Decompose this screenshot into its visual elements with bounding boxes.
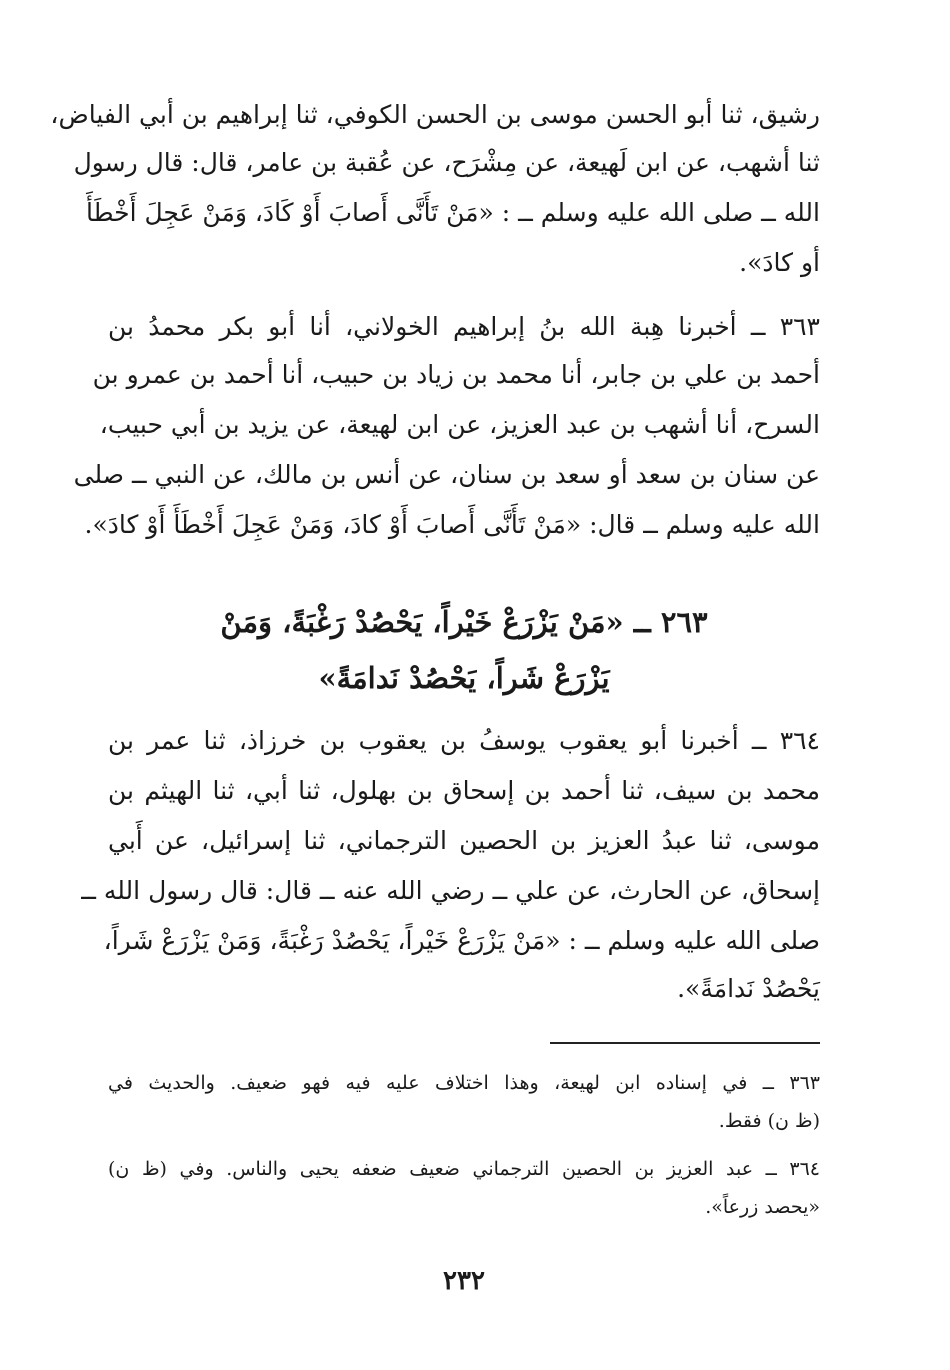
text-line: أحمد بن علي بن جابر، أنا محمد بن زياد بن حبيب، أنا أحمد بن عمرو بن [92,360,820,389]
text-line: رشيق، ثنا أبو الحسن موسى بن الحسن الكوفي، ثنا إبراهيم بن أبي الفياض، [50,100,820,129]
text-line: ٣٦٤ ــ أخبرنا أبو يعقوب يوسفُ بن يعقوب بن خرزاذ، ثنا عمر بن [108,726,820,755]
footnote-line: (ظ ن) فقط. [718,1110,820,1132]
text-line: أو كادَ». [739,248,820,277]
text-line: الله عليه وسلم ــ قال: «مَنْ تَأَنَّى أَصابَ أَوْ كادَ، وَمَنْ عَجِلَ أَخْطَأَ أَوْ كادَ». [84,510,820,539]
page-number: ٢٣٢ [443,1266,485,1296]
text-line: محمد بن سيف، ثنا أحمد بن إسحاق بن بهلول، ثنا أبي، ثنا الهيثم بن [108,776,820,805]
text-line: عن سنان بن سعد أو سعد بن سنان، عن أنس بن مالك، عن النبي ــ صلى [73,460,820,489]
footnote-line: ٣٦٣ ــ في إسناده ابن لهيعة، وهذا اختلاف عليه فيه فهو ضعيف. والحديث في [108,1072,820,1094]
text-line: ٣٦٣ ــ أخبرنا هِبة الله بنُ إبراهيم الخولاني، أنا أبو بكر محمدُ بن [108,312,820,341]
text-line: الله ــ صلى الله عليه وسلم ــ : «مَنْ تَأَنَّى أَصابَ أَوْ كَادَ، وَمَنْ عَجِلَ أَخْطَأَ [86,198,820,227]
text-line: السرح، أنا أشهب بن عبد العزيز، عن ابن لهيعة، عن يزيد بن أبي حبيب، [99,410,820,439]
footnote-line: «يحصد زرعاً». [705,1196,820,1218]
footnote-line: ٣٦٤ ــ عبد العزيز بن الحصين الترجماني ضعيف ضعفه يحيى والناس. وفي (ظ ن) [108,1158,820,1180]
footnote-separator [550,1042,820,1044]
text-line: إسحاق، عن الحارث، عن علي ــ رضي الله عنه ــ قال: قال رسول الله ــ [81,876,820,905]
heading-line: يَزْرَعْ شَراً، يَحْصُدْ نَدامَةً» [318,661,610,695]
book-page [50,0,820,1370]
text-line: يَحْصُدْ نَدامَةً». [677,974,820,1003]
text-line: ثنا أشهب، عن ابن لَهيعة، عن مِشْرَح، عن عُقبة بن عامر، قال: قال رسول [73,148,820,177]
text-line: موسى، ثنا عبدُ العزيز بن الحصين الترجماني، ثنا إسرائيل، عن أَبي [108,826,820,855]
heading-line: ٢٦٣ ــ «مَنْ يَزْرَعْ خَيْراً، يَحْصُدْ رَغْبَةً، وَمَنْ [220,605,708,639]
text-line: صلى الله عليه وسلم ــ : «مَنْ يَزْرَعْ خَيْراً، يَحْصُدْ رَغْبَةً، وَمَنْ يَزْرَعْ شَراً، [103,926,820,955]
